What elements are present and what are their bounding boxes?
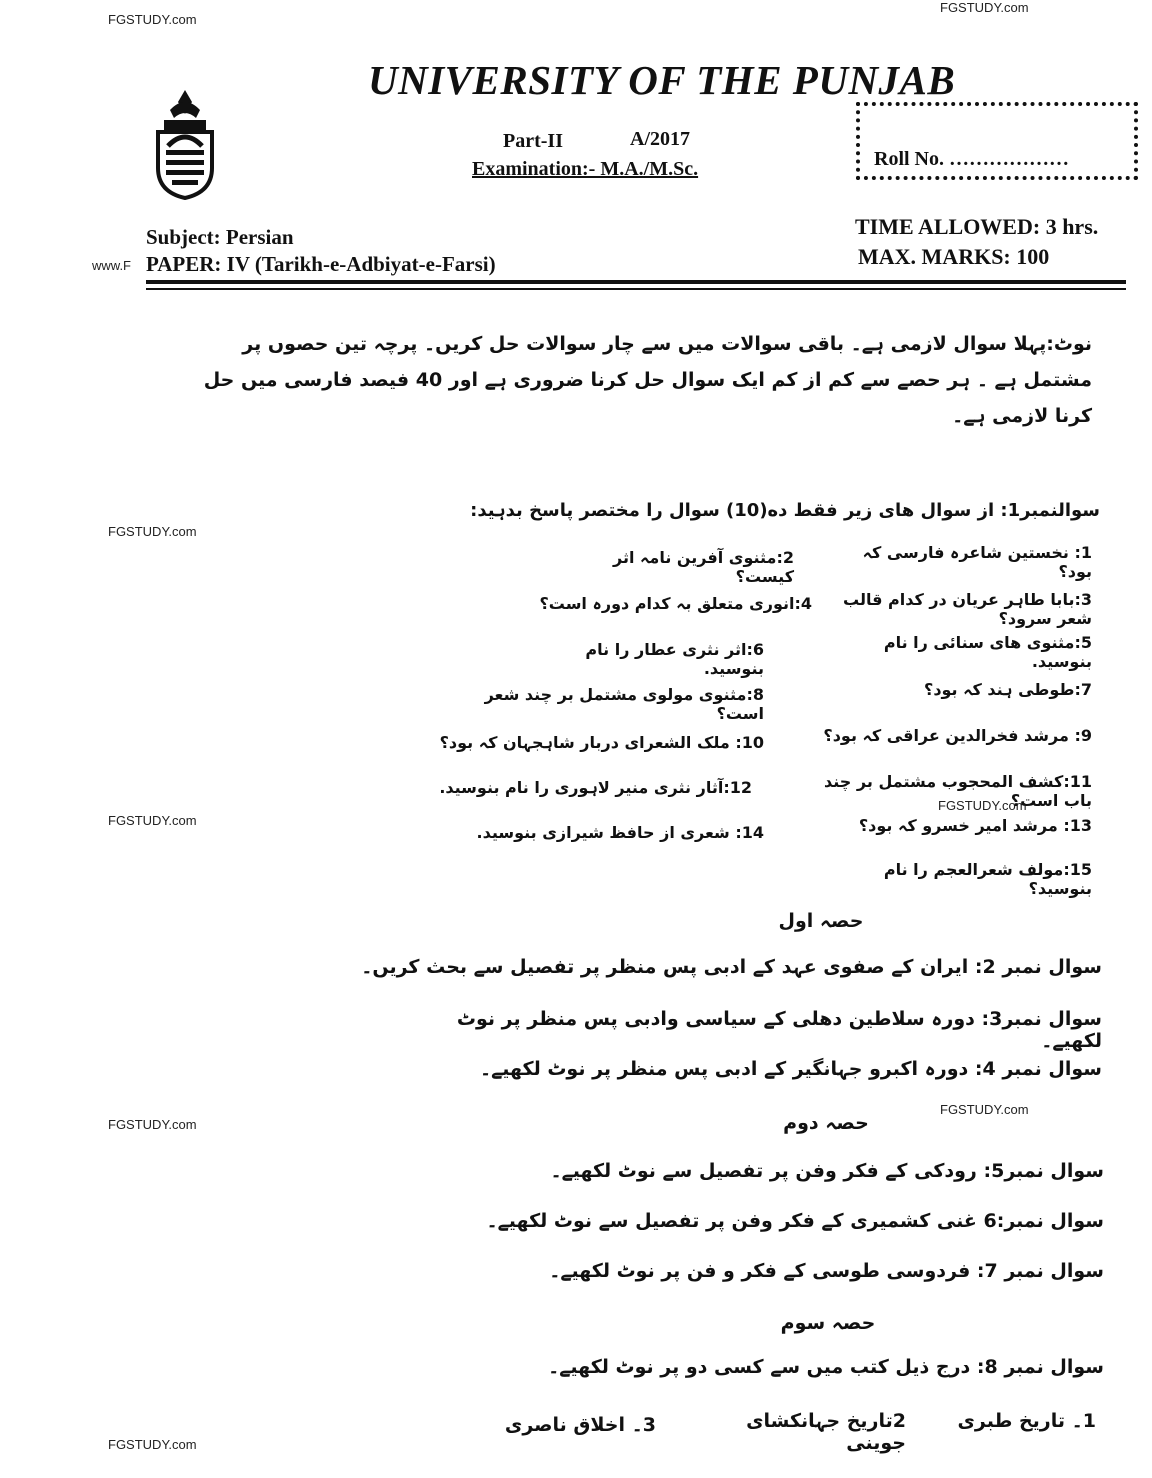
instructions-note: نوٹ:پہلا سوال لازمی ہے۔ باقی سوالات میں سے چار سوالات حل کریں۔ پرچہ تین حصوں پر مشتمل ہے ۔ ہر حصے سے کم از کم ایک سوال حل کرنا ضروری ہے اور 40 فیصد فارسی میں حل کرنا لازمی ہے۔ (203, 333, 1092, 427)
watermark-text: www.F (92, 258, 131, 273)
question-1-item: 14: شعری از حافظ شیرازی بنوسید. (476, 823, 764, 842)
book-item: 1۔ تاریخ طبری (957, 1410, 1096, 1432)
header-divider (146, 288, 1126, 290)
question-1-item: 9: مرشد فخرالدین عراقی کہ بود؟ (823, 726, 1092, 745)
question-1-item: 7:طوطی ہند کہ بود؟ (924, 680, 1092, 699)
exam-year: A/2017 (630, 128, 690, 150)
question-7: سوال نمبر 7: فردوسی طوسی کے فکر و فن پر نوٹ لکھیے۔ (549, 1260, 1104, 1282)
section-3-title: حصہ سوم (780, 1312, 876, 1334)
question-1-item: 12:آثار نثری منیر لاہوری را نام بنوسید. (439, 778, 752, 797)
max-marks: MAX. MARKS: 100 (858, 244, 1050, 269)
question-4: سوال نمبر 4: دورہ اکبرو جہانگیر کے ادبی پس منظر پر نوٹ لکھیے۔ (479, 1058, 1102, 1080)
section-1-title: حصہ اول (778, 910, 864, 932)
book-item: 3۔ اخلاق ناصری (504, 1414, 656, 1436)
watermark-text: FGSTUDY.com (940, 1102, 1029, 1117)
watermark-text: FGSTUDY.com (108, 1437, 197, 1452)
watermark-text: FGSTUDY.com (108, 12, 197, 27)
question-8: سوال نمبر 8: درج ذیل کتب میں سے کسی دو پر نوٹ لکھیے۔ (548, 1356, 1104, 1378)
question-3: سوال نمبر3: دورہ سلاطین دھلی کے سیاسی وادبی پس منظر پر نوٹ لکھیے۔ (456, 1008, 1102, 1052)
question-2: سوال نمبر 2: ایران کے صفوی عہد کے ادبی پس منظر پر تفصیل سے بحث کریں۔ (361, 956, 1102, 978)
question-1-item: 15:مولف شعرالعجم را نام بنوسید؟ (883, 860, 1092, 898)
university-crest-icon (150, 88, 220, 200)
watermark-text: FGSTUDY.com (108, 813, 197, 828)
question-1-item: 4:انوری متعلق بہ کدام دورہ است؟ (539, 594, 812, 613)
question-1-item: 6:اثر نثری عطار را نام بنوسید. (585, 640, 764, 678)
paper-label: PAPER: IV (Tarikh-e-Adbiyat-e-Farsi) (146, 252, 496, 276)
question-1-item: 3:بابا طاہر عریان در کدام قالب شعر سرود؟ (843, 590, 1092, 628)
subject-label: Subject: Persian (146, 225, 294, 249)
section-2-title: حصہ دوم (783, 1112, 869, 1134)
watermark-text: FGSTUDY.com (940, 0, 1029, 15)
question-1-item: 13: مرشد امیر خسرو کہ بود؟ (858, 816, 1092, 835)
question-1-item: 10: ملک الشعرای دربار شاہجہان کہ بود؟ (439, 733, 764, 752)
watermark-text: FGSTUDY.com (108, 1117, 197, 1132)
time-allowed: TIME ALLOWED: 3 hrs. (855, 214, 1099, 239)
question-6: سوال نمبر:6 غنی کشمیری کے فکر وفن پر تفصیل سے نوٹ لکھیے۔ (486, 1210, 1104, 1232)
watermark-text: FGSTUDY.com (938, 798, 1027, 813)
examination-label: Examination:- M.A./M.Sc. (472, 158, 699, 180)
book-item: 2تاریخ جہانکشای جوینی (746, 1410, 906, 1454)
question-1-item: 5:مثنوی های سنائی را نام بنوسید. (883, 633, 1092, 671)
header-divider (146, 280, 1126, 284)
question-1-item: 11:کشف المحجوب مشتمل بر چند باب است؟ (824, 772, 1092, 810)
question-1-heading: سوالنمبر1: از سوال های زیر فقط ده(10) سوال را مختصر پاسخ بدہید: (470, 500, 1100, 521)
university-title: UNIVERSITY OF THE PUNJAB (368, 57, 956, 103)
question-1-item: 2:مثنوی آفرین نامہ اثر کیست؟ (613, 548, 794, 586)
roll-number-field: Roll No. ……………… (874, 148, 1069, 170)
exam-part: Part-II (503, 130, 563, 152)
watermark-text: FGSTUDY.com (108, 524, 197, 539)
question-5: سوال نمبر5: رودکی کے فکر وفن پر تفصیل سے نوٹ لکھیے۔ (550, 1160, 1104, 1182)
question-1-item: 1: نخستین شاعرہ فارسی کہ بود؟ (862, 543, 1092, 581)
question-1-item: 8:مثنوی مولوی مشتمل بر چند شعر است؟ (484, 685, 764, 723)
